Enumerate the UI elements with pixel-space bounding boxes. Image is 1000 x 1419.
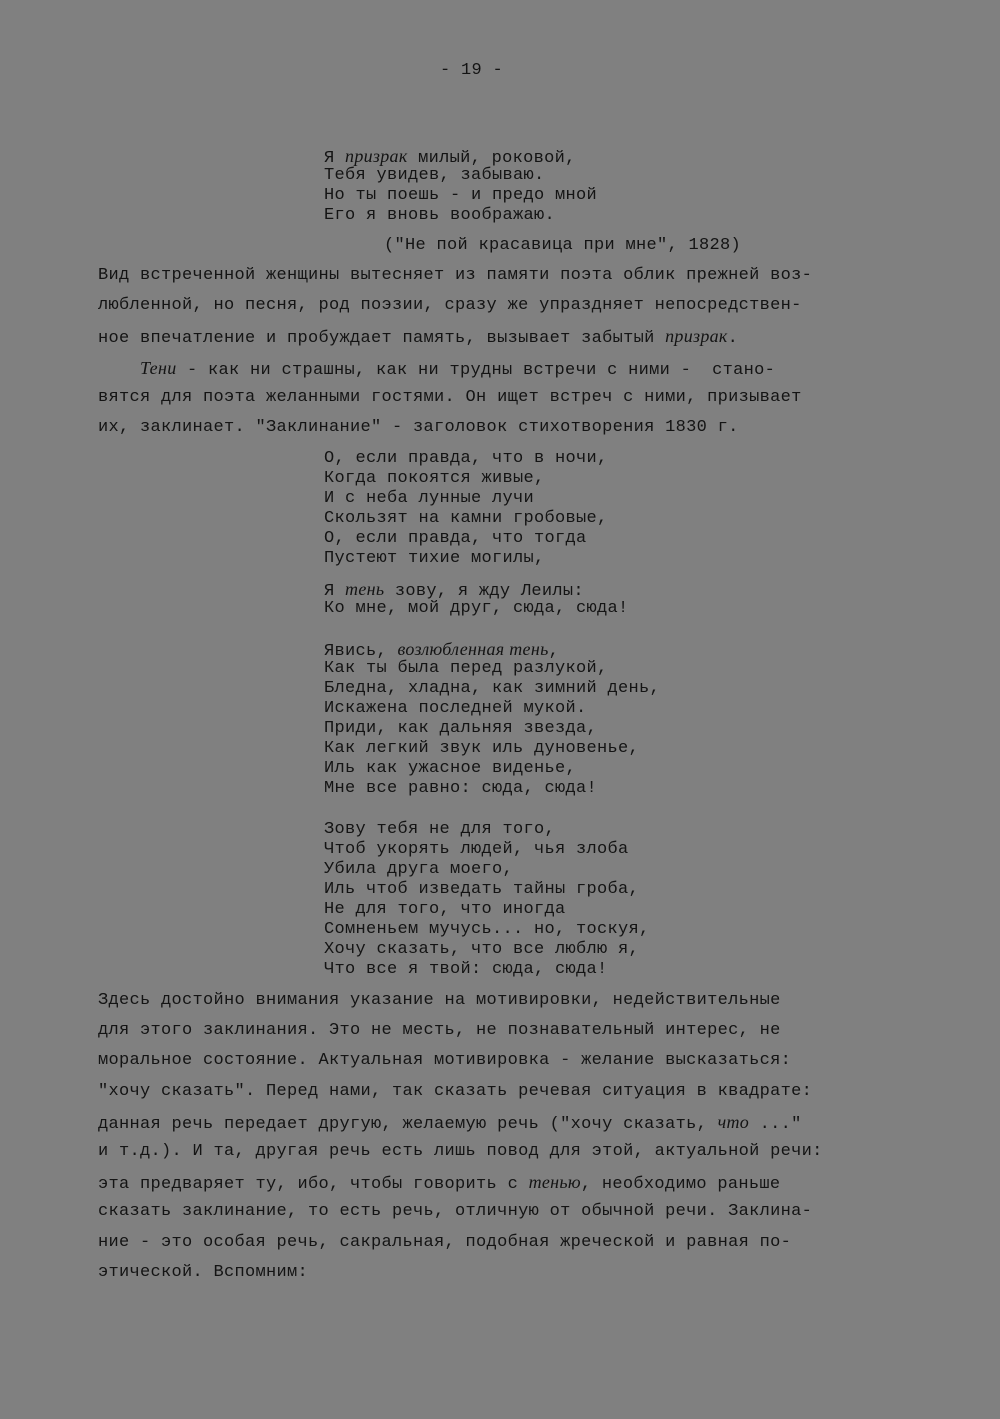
poem-line: Тебя увидев, забываю. <box>324 166 545 185</box>
poem-line: Пустеют тихие могилы, <box>324 549 545 568</box>
poem-line: Иль чтоб изведать тайны гроба, <box>324 880 640 899</box>
poem-line: О, если правда, что в ночи, <box>324 449 608 468</box>
poem-citation: ("Не пой красавица при мне", 1828) <box>384 236 742 255</box>
poem-line: Бледна, хладна, как зимний день, <box>324 679 661 698</box>
paragraph-line: для этого заклинания. Это не месть, не познавательный интерес, не <box>98 1021 781 1041</box>
paragraph-line: моральное состояние. Актуальная мотивировка - желание высказаться: <box>98 1051 792 1071</box>
paragraph-line: ное впечатление и пробуждает память, вызывает забытый призрак. <box>98 326 739 348</box>
paragraph-line: сказать заклинание, то есть речь, отличную от обычной речи. Заклина- <box>98 1202 813 1222</box>
italic-emphasis: призрак <box>345 146 408 166</box>
paragraph-line: Вид встреченной женщины вытесняет из памяти поэта облик прежней воз- <box>98 266 813 285</box>
poem-line: Хочу сказать, что все люблю я, <box>324 940 640 959</box>
paragraph-line: их, заклинает. "Заклинание" - заголовок стихотворения 1830 г. <box>98 418 739 437</box>
poem-line: И с неба лунные лучи <box>324 489 535 508</box>
italic-emphasis: тень <box>345 579 385 599</box>
paragraph-line: вятся для поэта желанными гостями. Он ищет встреч с ними, призывает <box>98 388 802 407</box>
paragraph-line: ние - это особая речь, сакральная, подобная жреческой и равная по- <box>98 1232 792 1252</box>
poem-line: Когда покоятся живые, <box>324 469 545 488</box>
poem-line: Сомненьем мучусь... но, тоскуя, <box>324 920 650 939</box>
poem-line: Зову тебя не для того, <box>324 820 556 839</box>
page-number: - 19 - <box>440 61 504 80</box>
italic-emphasis: Тени <box>140 358 177 378</box>
poem-line: Приди, как дальняя звезда, <box>324 719 598 738</box>
poem-line: Мне все равно: сюда, сюда! <box>324 779 598 798</box>
poem-line: Скользят на камни гробовые, <box>324 509 608 528</box>
paragraph-line: и т.д.). И та, другая речь есть лишь повод для этой, актуальной речи: <box>98 1142 823 1161</box>
poem-line: Его я вновь воображаю. <box>324 206 556 225</box>
poem-line: Как легкий звук иль дуновенье, <box>324 739 640 758</box>
paragraph-line: Тени - как ни страшны, как ни трудны встречи с ними - стано- <box>140 358 776 380</box>
paragraph-line: "хочу сказать". Перед нами, так сказать речевая ситуация в квадрате: <box>98 1081 813 1101</box>
poem-line: Искажена последней мукой. <box>324 699 587 718</box>
paragraph-line: этической. Вспомним: <box>98 1262 309 1282</box>
poem-line: Не для того, что иногда <box>324 900 566 919</box>
poem-line: Чтоб укорять людей, чья злоба <box>324 840 629 859</box>
poem-line: Но ты поешь - и предо мной <box>324 186 598 205</box>
poem-line: Как ты была перед разлукой, <box>324 659 608 678</box>
poem-line: Убила друга моего, <box>324 860 514 879</box>
italic-emphasis: тенью <box>528 1172 581 1193</box>
poem-line: О, если правда, что тогда <box>324 529 587 548</box>
italic-emphasis: призрак <box>665 326 728 346</box>
poem-line: Явись, возлюбленная тень, <box>324 639 560 661</box>
poem-line: Я призрак милый, роковой, <box>324 146 576 168</box>
italic-emphasis: что <box>717 1111 750 1132</box>
paragraph-line: данная речь передает другую, желаемую речь ("хочу сказать, что ..." <box>98 1111 802 1134</box>
poem-line: Иль как ужасное виденье, <box>324 759 577 778</box>
poem-line: Я тень зову, я жду Леилы: <box>324 579 584 601</box>
paragraph-line: эта предваряет ту, ибо, чтобы говорить с тенью, необходимо раньше <box>98 1172 781 1195</box>
poem-line: Что все я твой: сюда, сюда! <box>324 960 608 979</box>
italic-emphasis: возлюбленная тень <box>397 639 549 659</box>
paragraph-line: Здесь достойно внимания указание на мотивировки, недействительные <box>98 991 781 1010</box>
poem-line: Ко мне, мой друг, сюда, сюда! <box>324 599 629 618</box>
paragraph-line: любленной, но песня, род поэзии, сразу же упраздняет непосредствен- <box>98 296 802 315</box>
